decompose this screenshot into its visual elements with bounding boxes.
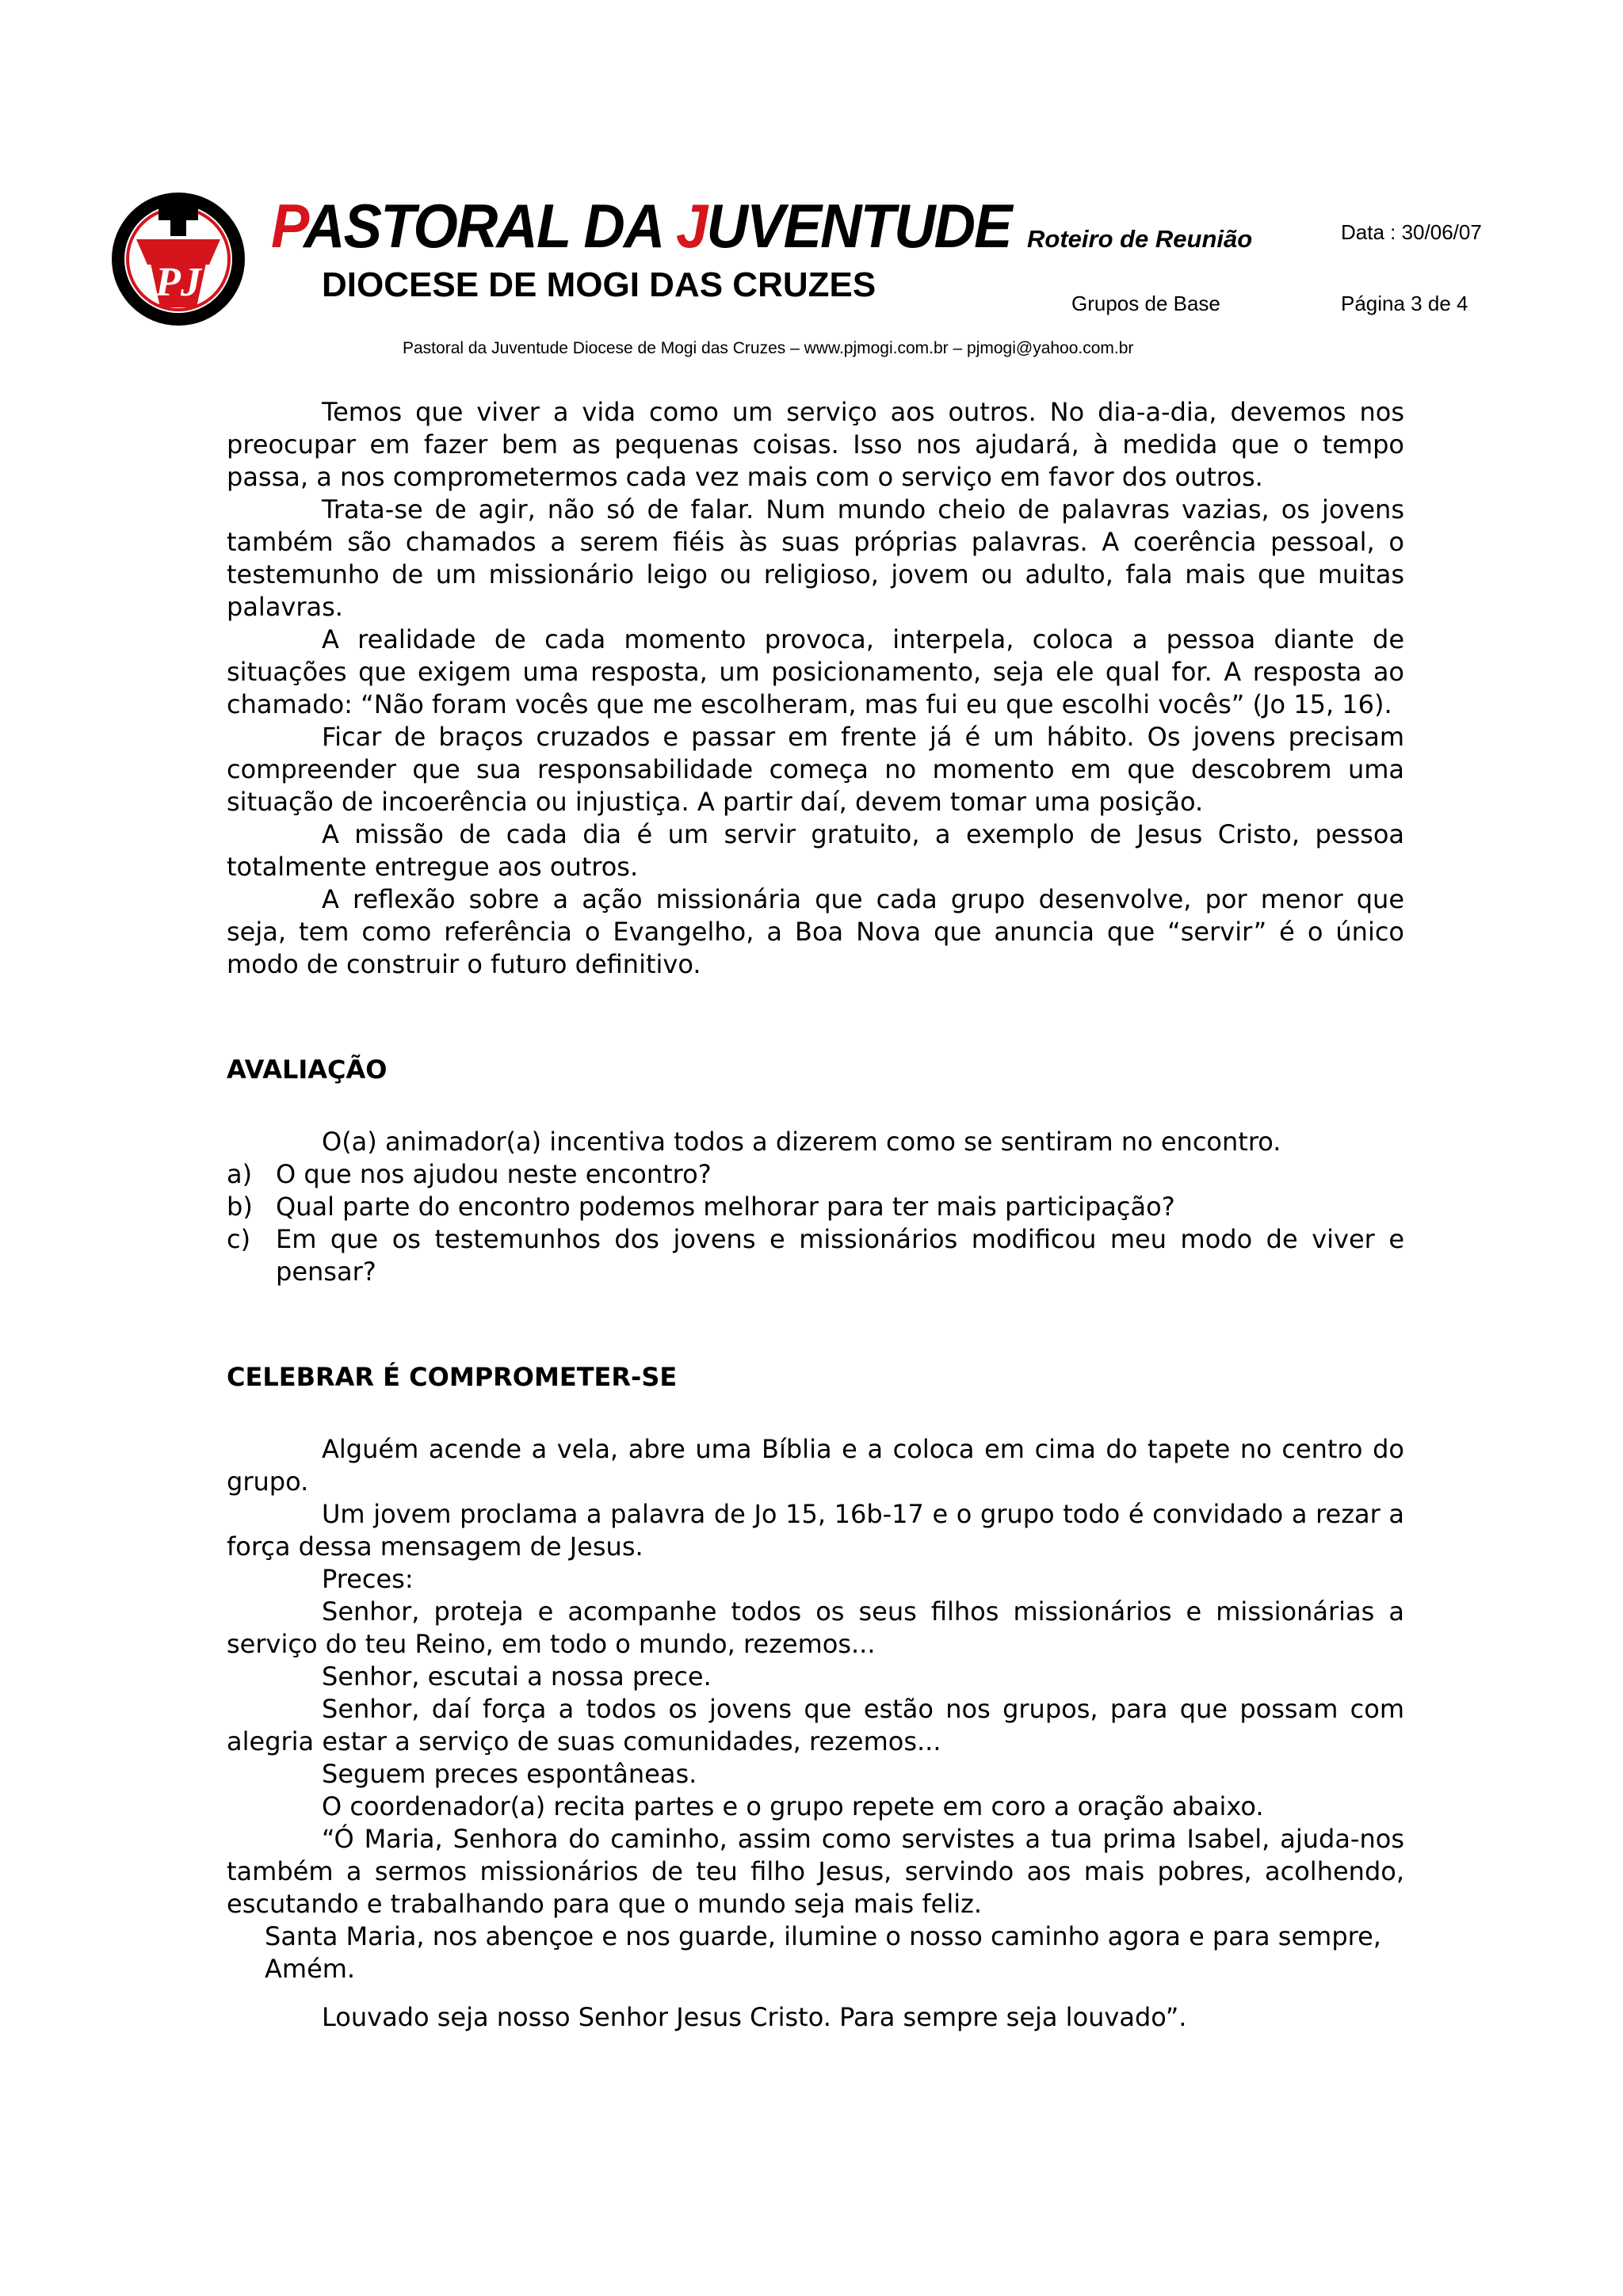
question-list (227, 1158, 1404, 1288)
list-marker: c) (227, 1224, 251, 1254)
list-marker: b) (227, 1192, 253, 1222)
paragraph: Senhor, daí força a todos os jovens que estão nos grupos, para que possam com alegria estar a serviço de suas comunidades, rezemos... (227, 1694, 1404, 1756)
list-item (227, 1191, 1404, 1223)
list-item (227, 1158, 1404, 1191)
list-item-text: Em que os testemunhos dos jovens e missionários modificou meu modo de viver e pensar? (276, 1224, 1404, 1287)
list-marker: a) (227, 1159, 253, 1189)
brand-initial-p: P (271, 191, 304, 261)
document-body (227, 396, 1404, 2034)
paragraph: A missão de cada dia é um servir gratuito, a exemplo de Jesus Cristo, pessoa totalmente entregue aos outros. (227, 819, 1404, 882)
paragraph: Temos que viver a vida como um serviço aos outros. No dia-a-dia, devemos nos preocupar em fazer bem as pequenas coisas. Isso nos ajudará, à medida que o tempo passa, a nos comprometermos cada vez mais com o serviço em favor dos outros. (227, 397, 1404, 492)
list-item-text: Qual parte do encontro podemos melhorar para ter mais participação? (276, 1192, 1175, 1222)
prayer-paragraph: Santa Maria, nos abençoe e nos guarde, ilumine o nosso caminho agora e para sempre, Amém. (265, 1921, 1381, 1984)
page-header (0, 0, 1623, 380)
document-date: Data : 30/06/07 (1341, 220, 1482, 244)
document-type: Roteiro de Reunião (1027, 225, 1253, 253)
pj-logo-icon (108, 189, 249, 330)
prayer-paragraph: “Ó Maria, Senhora do caminho, assim como servistes a tua prima Isabel, ajuda-nos também a sermos missionários de teu filho Jesus, servindo aos mais pobres, acolhendo, escutando e trabalhando para que o mundo seja mais feliz. (227, 1824, 1404, 1919)
paragraph: A reflexão sobre a ação missionária que cada grupo desenvolve, por menor que seja, tem como referência o Evangelho, a Boa Nova que anuncia que “servir” é o único modo de construir o futuro definitivo. (227, 884, 1404, 979)
section-heading-avaliacao: AVALIAÇÃO (227, 1055, 388, 1085)
paragraph: Trata-se de agir, não só de falar. Num mundo cheio de palavras vazias, os jovens também são chamados a serem fiéis às suas próprias palavras. A coerência pessoal, o testemunho de um missionário leigo ou religioso, jovem ou adulto, fala mais que muitas palavras. (227, 494, 1404, 622)
brand-title-part1: ASTORAL DA (304, 191, 677, 261)
svg-text:PJ: PJ (155, 260, 201, 305)
brand-title (271, 191, 1011, 261)
paragraph: Senhor, proteja e acompanhe todos os seus filhos missionários e missionárias a serviço do teu Reino, em todo o mundo, rezemos... (227, 1596, 1404, 1659)
closing-paragraph: Louvado seja nosso Senhor Jesus Cristo. Para sempre seja louvado”. (322, 2002, 1187, 2032)
paragraph: Preces: (322, 1564, 414, 1594)
paragraph: Senhor, escutai a nossa prece. (322, 1661, 712, 1691)
document-group: Grupos de Base (1071, 292, 1220, 315)
brand-title-part2: UVENTUDE (706, 191, 1011, 261)
paragraph: Ficar de braços cruzados e passar em frente já é um hábito. Os jovens precisam compreender que sua responsabilidade começa no momento em que descobrem uma situação de incoerência ou injustiça. A partir daí, devem tomar uma posição. (227, 722, 1404, 817)
list-item (227, 1223, 1404, 1288)
paragraph: Alguém acende a vela, abre uma Bíblia e a coloca em cima do tapete no centro do grupo. (227, 1434, 1404, 1497)
paragraph: A realidade de cada momento provoca, interpela, coloca a pessoa diante de situações que exigem uma resposta, um posicionamento, seja ele qual for. A resposta ao chamado: “Não foram vocês que me escolheram, mas fui eu que escolhi vocês” (Jo 15, 16). (227, 624, 1404, 719)
section-heading-celebrar: CELEBRAR É COMPROMETER-SE (227, 1362, 678, 1392)
brand-subtitle: DIOCESE DE MOGI DAS CRUZES (322, 265, 876, 304)
paragraph: Um jovem proclama a palavra de Jo 15, 16b-17 e o grupo todo é convidado a rezar a força dessa mensagem de Jesus. (227, 1499, 1404, 1562)
paragraph: Seguem preces espontâneas. (322, 1759, 697, 1789)
paragraph: O(a) animador(a) incentiva todos a dizerem como se sentiram no encontro. (322, 1127, 1281, 1157)
brand-initial-j: J (676, 191, 707, 261)
list-item-text: O que nos ajudou neste encontro? (276, 1159, 712, 1189)
contact-line: Pastoral da Juventude Diocese de Mogi das Cruzes – www.pjmogi.com.br – pjmogi@yahoo.com.br (403, 339, 1134, 357)
paragraph: O coordenador(a) recita partes e o grupo repete em coro a oração abaixo. (322, 1791, 1264, 1821)
page-number: Página 3 de 4 (1341, 292, 1468, 315)
